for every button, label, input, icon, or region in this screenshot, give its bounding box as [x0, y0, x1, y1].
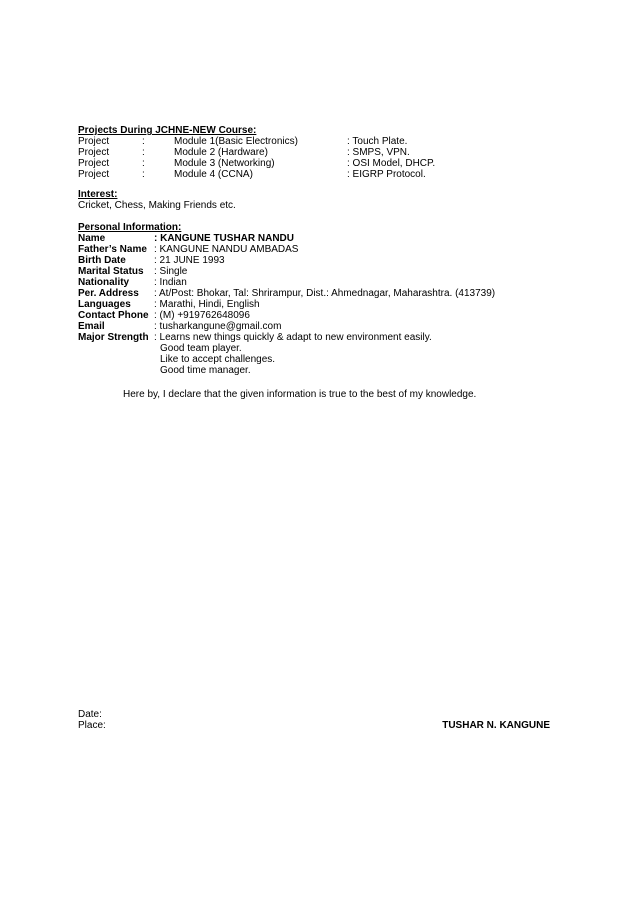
info-value: : 21 JUNE 1993 [154, 255, 225, 266]
project-topic: : SMPS, VPN. [347, 147, 410, 158]
project-module: Module 1(Basic Electronics) [174, 136, 298, 147]
info-value: : Single [154, 266, 188, 277]
info-value: : Marathi, Hindi, English [154, 299, 260, 310]
info-value: : At/Post: Bhokar, Tal: Shrirampur, Dist.: Ahmednagar, Maharashtra. (413739) [154, 288, 496, 299]
info-key: Nationality [78, 277, 130, 288]
info-row-marital-status [78, 266, 558, 277]
info-key: Major Strength [78, 332, 149, 343]
project-topic: : Touch Plate. [347, 136, 408, 147]
project-row [78, 158, 558, 169]
info-key: Languages [78, 299, 131, 310]
info-row-father-name [78, 244, 558, 255]
info-value: : Learns new things quickly & adapt to new environment easily. [154, 332, 432, 343]
info-row-email [78, 321, 558, 332]
project-label: Project [78, 147, 110, 158]
info-key: Name [78, 233, 106, 244]
project-colon: : [142, 136, 145, 147]
project-row [78, 169, 558, 180]
info-key: Contact Phone [78, 310, 149, 321]
info-key: Birth Date [78, 255, 126, 266]
strength-item: Like to accept challenges. [160, 354, 276, 365]
project-topic: : EIGRP Protocol. [347, 169, 426, 180]
info-key: Marital Status [78, 266, 144, 277]
project-label: Project [78, 158, 110, 169]
info-row-name [78, 233, 558, 244]
info-value: : KANGUNE TUSHAR NANDU [154, 233, 294, 244]
info-value: : tusharkangune@gmail.com [154, 321, 282, 332]
info-row-birth-date [78, 255, 558, 266]
project-module: Module 3 (Networking) [174, 158, 275, 169]
info-row-contact-phone [78, 310, 558, 321]
strength-item: Good team player. [160, 343, 242, 354]
personal-info-heading: Personal Information: [78, 222, 182, 233]
info-key: Father’s Name [78, 244, 147, 255]
info-key: Per. Address [78, 288, 139, 299]
info-row-major-strength [78, 332, 558, 343]
declaration-text: Here by, I declare that the given information is true to the best of my knowledge. [123, 389, 477, 400]
projects-heading: Projects During JCHNE-NEW Course: [78, 125, 257, 136]
project-colon: : [142, 158, 145, 169]
project-module: Module 2 (Hardware) [174, 147, 268, 158]
project-colon: : [142, 147, 145, 158]
info-row-languages [78, 299, 558, 310]
project-row [78, 136, 558, 147]
interest-heading: Interest: [78, 189, 118, 200]
project-label: Project [78, 136, 110, 147]
project-module: Module 4 (CCNA) [174, 169, 253, 180]
info-value: : KANGUNE NANDU AMBADAS [154, 244, 299, 255]
info-key: Email [78, 321, 105, 332]
project-topic: : OSI Model, DHCP. [347, 158, 436, 169]
info-value: : (M) +919762648096 [154, 310, 250, 321]
project-label: Project [78, 169, 110, 180]
project-row [78, 147, 558, 158]
info-row-address [78, 288, 558, 299]
strength-item: Good time manager. [160, 365, 251, 376]
info-value: : Indian [154, 277, 187, 288]
info-row-nationality [78, 277, 558, 288]
interest-text: Cricket, Chess, Making Friends etc. [78, 200, 236, 211]
date-label: Date: [78, 709, 102, 720]
project-colon: : [142, 169, 145, 180]
signature-name: TUSHAR N. KANGUNE [442, 720, 550, 731]
place-label: Place: [78, 720, 106, 731]
